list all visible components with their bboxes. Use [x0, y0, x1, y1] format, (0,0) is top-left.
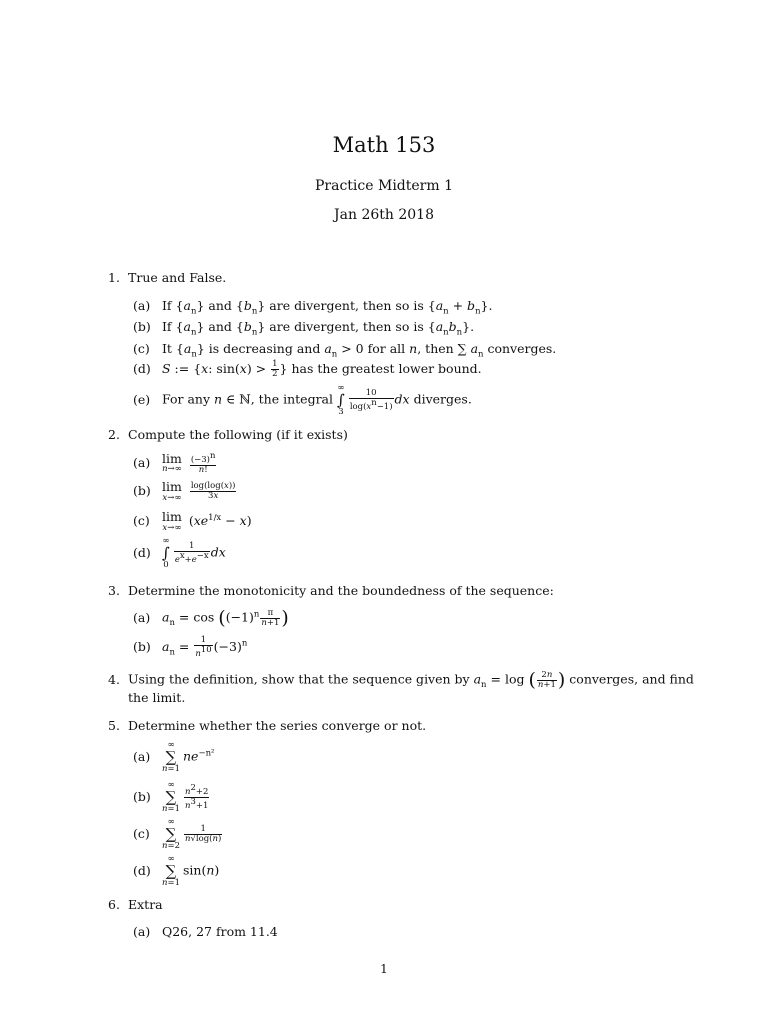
question-text: True and False. — [128, 270, 227, 285]
q3-part-b: (b) $a_n$ = $\frac{1}{n^{10}}$ $(-3)^n$ — [133, 635, 248, 659]
question-3 — [108, 583, 554, 598]
question-2 — [108, 427, 348, 442]
q2-part-a: (a) lim n→∞ $\frac{(-3)^n}{n!}$ — [133, 450, 216, 475]
question-4: 4. Using the definition, show that the sequence given by $a_n = \log$ ( $\frac{2n}{n+1}$ ) converges, and find — [108, 669, 694, 691]
q1-part-d: (d) S := {x: sin(x) > $\frac{1}{2}$ } has the greatest lower bound. — [133, 359, 482, 379]
q5-part-b: (b) ∞ ∑ n=1 $\frac{n^2+2}{n^3+1}$ — [133, 780, 209, 814]
question-number: 5. — [108, 718, 120, 733]
question-number: 6. — [108, 897, 120, 912]
question-number: 3. — [108, 583, 120, 598]
part-label: (b) — [133, 638, 151, 654]
part-label: (a) — [133, 924, 151, 939]
part-label: (d) — [133, 360, 151, 376]
exam-date: Jan 26th 2018 — [334, 207, 434, 223]
question-1 — [108, 270, 226, 285]
question-text: Using the definition, show that the sequence given by — [128, 671, 470, 687]
part-label: (c) — [133, 825, 150, 841]
question-6 — [108, 897, 163, 912]
part-label: (d) — [133, 862, 151, 878]
part-label: (b) — [133, 788, 151, 804]
question-text: Compute the following (if it exists) — [128, 427, 348, 442]
q5-part-c: (c) ∞ ∑ n=2 $\frac{1}{n√\log(n)}$ — [133, 817, 222, 851]
question-number: 2. — [108, 427, 120, 442]
q5-part-d: (d) ∞ ∑ n=1 sin(n) — [133, 854, 220, 888]
exam-subtitle: Practice Midterm 1 — [315, 178, 453, 194]
question-4-continued: the limit. — [128, 690, 186, 705]
part-label: (a) — [133, 748, 151, 764]
page-number: 1 — [380, 962, 388, 976]
question-text: Determine whether the series converge or not. — [128, 718, 427, 733]
q2-part-d: (d) ∞ ∫ 0 $\frac{1}{e^x+e^{-x}}$ dx — [133, 536, 226, 570]
part-label: (c) — [133, 341, 150, 356]
part-label: (b) — [133, 319, 151, 334]
q6-part-a: (a) Q26, 27 from 11.4 — [133, 924, 278, 939]
part-label: (d) — [133, 544, 151, 560]
q3-part-a: (a) $a_n = \cos ((-1)^n$ $\frac{\pi}{n+1}$ ) — [133, 607, 289, 629]
question-5 — [108, 718, 426, 733]
course-title: Math 153 — [332, 133, 436, 157]
q2-part-c: (c) lim x→∞ $(xe^{1/x} - x)$ — [133, 509, 252, 533]
q1-part-a: (a) If $\{a_n\}$ and $\{b_n\}$ are divergent, then so is $\{a_n + b_n\}$. — [133, 298, 493, 317]
question-number: 1. — [108, 270, 120, 285]
q1-part-e: (e) For any n ∈ ℕ, the integral ∞ ∫ 3 $\frac{10}{\log(x^n-1)}$ dx diverges. — [133, 383, 472, 417]
q1-part-b: (b) If $\{a_n\}$ and $\{b_n\}$ are divergent, then so is $\{a_nb_n\}$. — [133, 319, 475, 338]
part-label: (e) — [133, 391, 151, 407]
question-number: 4. — [108, 671, 120, 687]
q2-part-b: (b) lim x→∞ $\frac{\log(\log(x))}{3x}$ — [133, 479, 236, 503]
part-label: (a) — [133, 298, 151, 313]
part-label: (a) — [133, 609, 151, 625]
q5-part-a: (a) ∞ ∑ n=1 $ne^{-n^2}$ — [133, 740, 215, 774]
q1-part-c: (c) It $\{a_n\}$ is decreasing and $a_n > 0$ for all n, then ∑ $a_n$ converges. — [133, 341, 557, 360]
question-text: Extra — [128, 897, 163, 912]
part-label: (a) — [133, 454, 151, 470]
part-label: (c) — [133, 513, 150, 528]
question-text: Determine the monotonicity and the boundedness of the sequence: — [128, 583, 554, 598]
part-label: (b) — [133, 483, 151, 498]
